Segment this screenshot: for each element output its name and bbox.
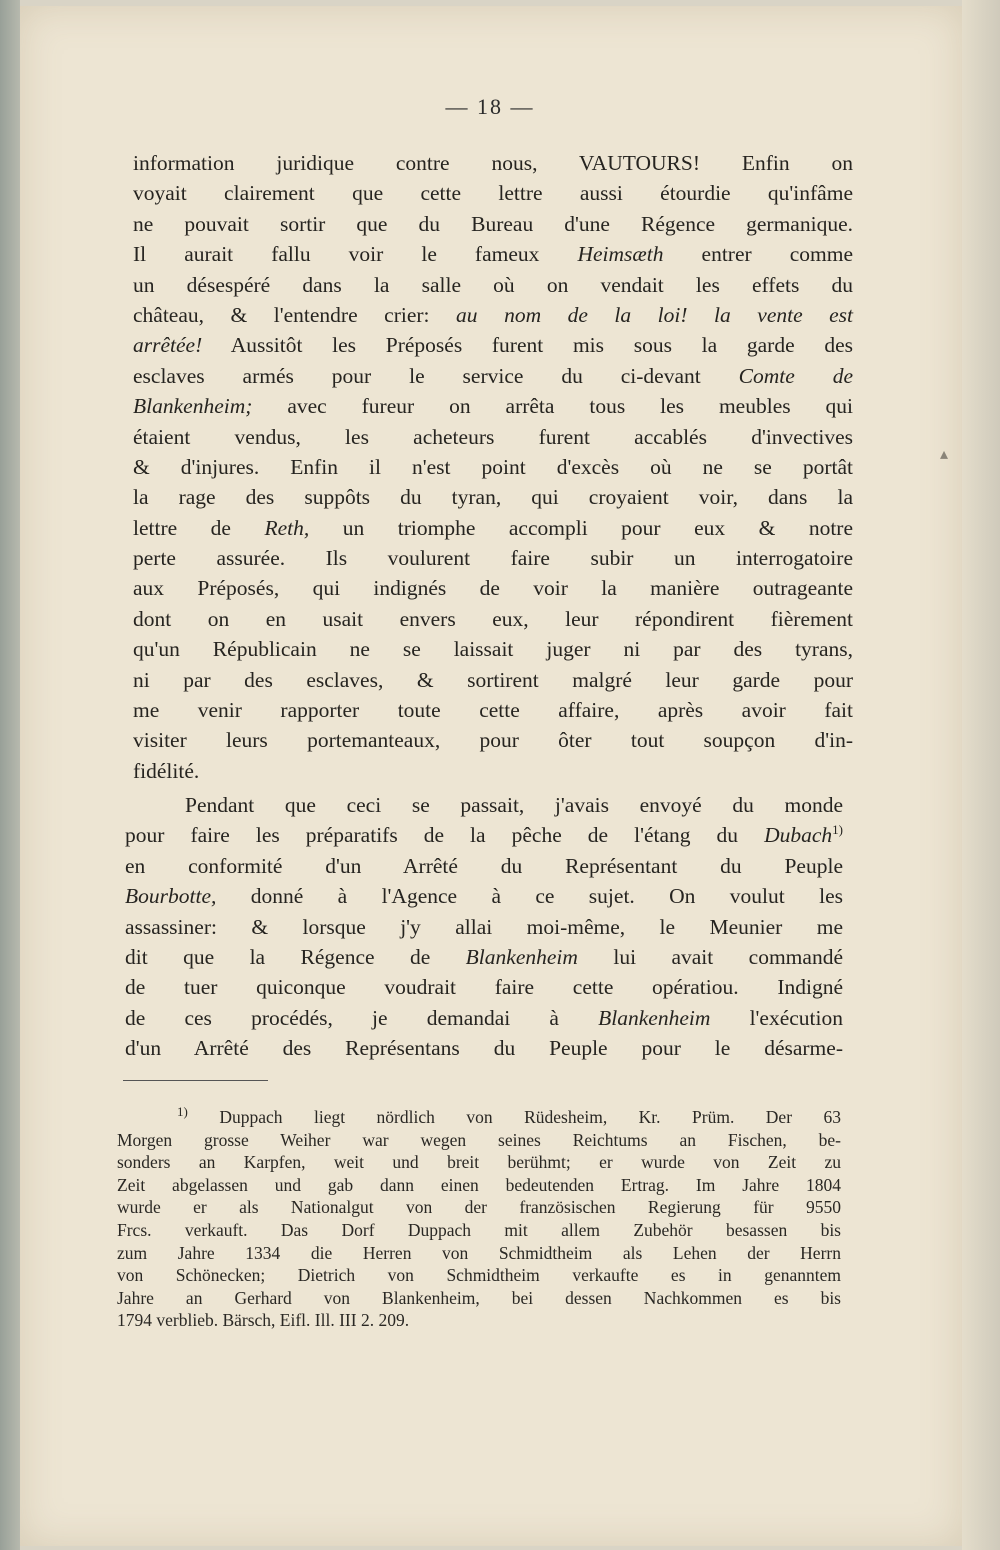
- text-segment: château, & l'entendre crier:: [133, 302, 430, 327]
- text-line: fidélité.: [133, 758, 200, 783]
- paragraph-1: [133, 148, 853, 786]
- footnote-line: Frcs. verkauft. Das Dorf Duppach mit allem Zubehör besassen bis: [117, 1219, 841, 1240]
- text-line: [125, 820, 843, 850]
- paragraph-2: [125, 790, 843, 1064]
- text-segment: Duppach liegt nördlich von Rüdesheim, Kr. Prüm. Der 63: [219, 1107, 842, 1127]
- italic-name: Bourbotte,: [125, 884, 217, 909]
- text-line: la rage des suppôts du tyran, qui croyaient voir, dans la: [133, 485, 853, 510]
- italic-quote: au nom de la loi! la vente est: [456, 302, 854, 327]
- text-line: aux Préposés, qui indignés de voir la manière outrageante: [133, 576, 853, 601]
- italic-name: Reth,: [264, 515, 310, 540]
- text-line: perte assurée. Ils voulurent faire subir un interrogatoire: [133, 546, 853, 571]
- footnote: [117, 1106, 841, 1332]
- text-line: [133, 513, 853, 543]
- italic-quote: arrêtée!: [133, 333, 203, 358]
- text-line: information juridique contre nous, VAUTOURS! Enfin on: [133, 151, 853, 175]
- footnote-line: Zeit abgelassen und gab dann einen bedeutenden Ertrag. Im Jahre 1804: [117, 1174, 841, 1195]
- text-segment: pour faire les préparatifs de la pêche de l'étang du: [125, 823, 739, 848]
- text-line: & d'injures. Enfin il n'est point d'excès où ne se portât: [133, 454, 853, 479]
- text-line: [133, 239, 853, 269]
- footnote-line: sonders an Karpfen, weit und breit berühmt; er wurde von Zeit zu: [117, 1152, 841, 1173]
- text-line: [133, 300, 853, 330]
- text-segment: avec fureur on arrêta tous les meubles qui: [287, 394, 854, 419]
- text-line: qu'un Républicain ne se laissait juger ni par des tyrans,: [133, 637, 853, 662]
- text-line: en conformité d'un Arrêté du Représentant du Peuple: [125, 853, 843, 878]
- footnote-marker: 1): [177, 1104, 188, 1120]
- text-line: ne pouvait sortir que du Bureau d'une Régence germanique.: [133, 211, 853, 236]
- italic-name: Blankenheim;: [133, 394, 253, 419]
- text-segment: dit que la Régence de: [125, 944, 431, 969]
- text-segment: Aussitôt les Préposés furent mis sous la garde des: [230, 333, 853, 358]
- text-line: [125, 1003, 843, 1033]
- text-segment: entrer comme: [701, 242, 854, 267]
- text-segment: donné à l'Agence à ce sujet. On voulut les: [250, 884, 843, 909]
- italic-name: Blankenheim: [465, 944, 578, 969]
- text-segment: un triomphe accompli pour eux & notre: [342, 515, 854, 540]
- italic-title: Comte de: [738, 363, 853, 388]
- italic-name: Blankenheim: [598, 1005, 711, 1030]
- footnote-line: [117, 1106, 841, 1129]
- footnote-line: 1794 verblieb. Bärsch, Eifl. Ill. III 2. 209.: [117, 1310, 410, 1331]
- text-line: d'un Arrêté des Représentans du Peuple pour le désarme-: [125, 1036, 843, 1061]
- text-line: [133, 391, 853, 421]
- footnote-line: wurde er als Nationalgut von der französischen Regierung für 9550: [117, 1197, 841, 1218]
- text-segment: lui avait commandé: [613, 944, 843, 969]
- text-line: [125, 942, 843, 972]
- text-line: dont on en usait envers eux, leur répondirent fièrement: [133, 606, 853, 631]
- text-line: de tuer quiconque voudrait faire cette opératiou. Indigné: [125, 975, 843, 1000]
- text-segment: l'exécution: [749, 1005, 844, 1030]
- page-right-edge: [962, 0, 1000, 1550]
- text-line: me venir rapporter toute cette affaire, après avoir fait: [133, 698, 853, 723]
- text-line: visiter leurs portemanteaux, pour ôter tout soupçon d'in-: [133, 728, 853, 753]
- text-segment: esclaves armés pour le service du ci-devant: [133, 363, 701, 388]
- text-segment: de ces procédés, je demandai à: [125, 1005, 559, 1030]
- footnote-divider: [123, 1080, 268, 1081]
- footnote-line: Morgen grosse Weiher war wegen seines Reichtums an Fischen, be-: [117, 1129, 841, 1150]
- italic-name: Dubach: [764, 823, 833, 848]
- text-line: [125, 881, 843, 911]
- text-line: assassiner: & lorsque j'y allai moi-même, le Meunier me: [125, 914, 843, 939]
- footnote-line: von Schönecken; Dietrich von Schmidtheim verkaufte es in genanntem: [117, 1265, 841, 1286]
- italic-name: Heimsæth: [577, 242, 664, 267]
- text-line: Pendant que ceci se passait, j'avais envoyé du monde: [185, 793, 843, 817]
- text-line: étaient vendus, les acheteurs furent accablés d'invectives: [133, 424, 853, 449]
- text-segment: Il aurait fallu voir le fameux: [133, 242, 540, 267]
- text-line: [133, 361, 853, 391]
- margin-mark: ▴: [940, 444, 949, 463]
- footnote-line: Jahre an Gerhard von Blankenheim, bei dessen Nachkommen es bis: [117, 1287, 841, 1308]
- footnote-reference: 1): [832, 822, 844, 838]
- text-line: [133, 330, 853, 360]
- page-number: — 18 —: [445, 94, 535, 119]
- text-line: un désespéré dans la salle où on vendait les effets du: [133, 272, 853, 297]
- text-line: voyait clairement que cette lettre aussi étourdie qu'infâme: [133, 181, 853, 206]
- binding-edge: [0, 0, 20, 1550]
- text-segment: lettre de: [133, 515, 231, 540]
- text-line: ni par des esclaves, & sortirent malgré leur garde pour: [133, 667, 853, 692]
- footnote-line: zum Jahre 1334 die Herren von Schmidtheim als Lehen der Herrn: [117, 1242, 841, 1263]
